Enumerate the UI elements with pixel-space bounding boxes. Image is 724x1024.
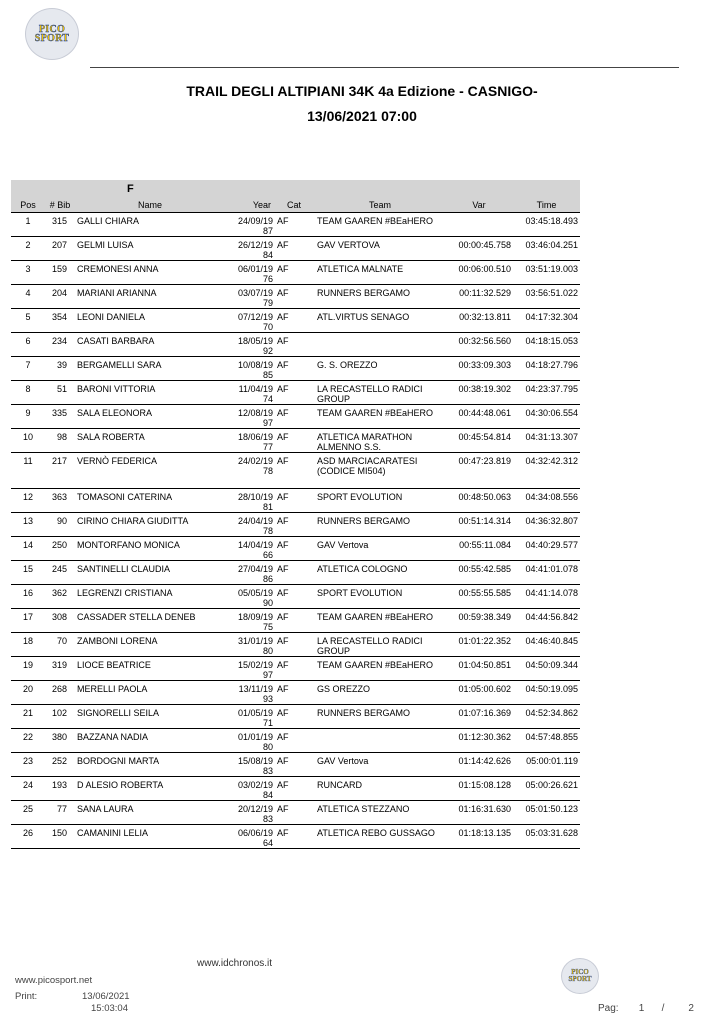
cell-year: 07/12/19 70: [225, 309, 273, 333]
cell-year: 26/12/19 84: [225, 237, 273, 261]
cell-bib: 51: [45, 381, 75, 405]
cell-cat: AF: [273, 309, 315, 333]
table-row: [11, 753, 580, 777]
cell-time: 04:41:01.078: [513, 561, 580, 585]
cell-team: ASD MARCIACARATESI (CODICE MI504): [315, 453, 445, 489]
cell-pos: 2: [11, 237, 45, 261]
cell-time: 04:44:56.842: [513, 609, 580, 633]
col-header-cat: Cat: [273, 198, 315, 213]
cell-bib: 308: [45, 609, 75, 633]
cell-time: 04:36:32.807: [513, 513, 580, 537]
cell-team: LA RECASTELLO RADICI GROUP: [315, 381, 445, 405]
cell-pos: 6: [11, 333, 45, 357]
cell-time: 04:40:29.577: [513, 537, 580, 561]
cell-var: 00:59:38.349: [445, 609, 513, 633]
cell-name: SANA LAURA: [75, 801, 225, 825]
cell-year: 31/01/19 80: [225, 633, 273, 657]
cell-time: 04:18:27.796: [513, 357, 580, 381]
cell-var: 00:55:55.585: [445, 585, 513, 609]
cell-cat: AF: [273, 585, 315, 609]
cell-pos: 20: [11, 681, 45, 705]
table-row: [11, 609, 580, 633]
cell-pos: 5: [11, 309, 45, 333]
cell-pos: 16: [11, 585, 45, 609]
cell-name: LIOCE BEATRICE: [75, 657, 225, 681]
cell-time: 03:51:19.003: [513, 261, 580, 285]
col-header-time: Time: [513, 198, 580, 213]
table-header-row: [11, 198, 580, 213]
cell-pos: 7: [11, 357, 45, 381]
col-header-team: Team: [315, 198, 445, 213]
cell-var: 00:32:56.560: [445, 333, 513, 357]
cell-name: VERNÒ FEDERICA: [75, 453, 225, 489]
cell-name: GELMI LUISA: [75, 237, 225, 261]
cell-team: G. S. OREZZO: [315, 357, 445, 381]
cell-cat: AF: [273, 777, 315, 801]
page-indicator: [598, 1003, 694, 1014]
cell-bib: 150: [45, 825, 75, 849]
print-date: 13/06/2021: [82, 991, 130, 1002]
table-row: [11, 705, 580, 729]
cell-year: 24/02/19 78: [225, 453, 273, 489]
cell-year: 01/05/19 71: [225, 705, 273, 729]
cell-team: SPORT EVOLUTION: [315, 585, 445, 609]
cell-bib: 268: [45, 681, 75, 705]
cell-team: GAV VERTOVA: [315, 237, 445, 261]
cell-year: 28/10/19 81: [225, 489, 273, 513]
page-label: Pag:: [598, 1003, 619, 1014]
table-row: [11, 309, 580, 333]
cell-team: ATL.VIRTUS SENAGO: [315, 309, 445, 333]
cell-name: BAZZANA NADIA: [75, 729, 225, 753]
cell-cat: AF: [273, 237, 315, 261]
cell-pos: 9: [11, 405, 45, 429]
cell-pos: 15: [11, 561, 45, 585]
cell-team: [315, 729, 445, 753]
logo-small-text-line2: SPORT: [568, 975, 592, 983]
cell-var: 00:55:42.585: [445, 561, 513, 585]
cell-cat: AF: [273, 381, 315, 405]
cell-year: 24/04/19 78: [225, 513, 273, 537]
cell-bib: 217: [45, 453, 75, 489]
picosport-logo: [25, 8, 79, 60]
cell-cat: AF: [273, 429, 315, 453]
picosport-logo-small: [561, 958, 599, 994]
logo-text-line2: SPORT: [34, 33, 70, 44]
col-header-bib: # Bib: [45, 198, 75, 213]
cell-cat: AF: [273, 705, 315, 729]
cell-cat: AF: [273, 333, 315, 357]
cell-bib: 207: [45, 237, 75, 261]
cell-bib: 204: [45, 285, 75, 309]
cell-time: 05:00:26.621: [513, 777, 580, 801]
cell-pos: 10: [11, 429, 45, 453]
cell-year: 24/09/19 87: [225, 213, 273, 237]
cell-name: GALLI CHIARA: [75, 213, 225, 237]
cell-pos: 19: [11, 657, 45, 681]
table-row: [11, 633, 580, 657]
table-row: [11, 261, 580, 285]
cell-name: CREMONESI ANNA: [75, 261, 225, 285]
table-row: [11, 537, 580, 561]
cell-year: 05/05/19 90: [225, 585, 273, 609]
table-row: [11, 777, 580, 801]
cell-year: 06/06/19 64: [225, 825, 273, 849]
cell-var: 00:51:14.314: [445, 513, 513, 537]
cell-time: 04:57:48.855: [513, 729, 580, 753]
cell-pos: 21: [11, 705, 45, 729]
table-row: [11, 801, 580, 825]
table-row: [11, 729, 580, 753]
cell-time: 04:34:08.556: [513, 489, 580, 513]
cell-pos: 23: [11, 753, 45, 777]
cell-year: 20/12/19 83: [225, 801, 273, 825]
header-divider: [90, 67, 679, 68]
cell-bib: 354: [45, 309, 75, 333]
col-header-year: Year: [225, 198, 273, 213]
table-row: [11, 489, 580, 513]
cell-var: 01:12:30.362: [445, 729, 513, 753]
cell-pos: 25: [11, 801, 45, 825]
cell-team: TEAM GAAREN #BEaHERO: [315, 657, 445, 681]
cell-name: BERGAMELLI SARA: [75, 357, 225, 381]
cell-name: CIRINO CHIARA GIUDITTA: [75, 513, 225, 537]
table-row: [11, 453, 580, 489]
cell-var: 00:48:50.063: [445, 489, 513, 513]
cell-time: 04:52:34.862: [513, 705, 580, 729]
cell-var: 01:07:16.369: [445, 705, 513, 729]
cell-cat: AF: [273, 453, 315, 489]
cell-year: 15/02/19 97: [225, 657, 273, 681]
cell-year: 14/04/19 66: [225, 537, 273, 561]
cell-pos: 26: [11, 825, 45, 849]
cell-pos: 18: [11, 633, 45, 657]
cell-pos: 13: [11, 513, 45, 537]
cell-team: ATLETICA STEZZANO: [315, 801, 445, 825]
cell-var: 00:47:23.819: [445, 453, 513, 489]
print-time: 15:03:04: [91, 1003, 128, 1014]
cell-team: GAV Vertova: [315, 537, 445, 561]
cell-time: 04:50:09.344: [513, 657, 580, 681]
cell-name: BORDOGNI MARTA: [75, 753, 225, 777]
cell-year: 27/04/19 86: [225, 561, 273, 585]
cell-year: 11/04/19 74: [225, 381, 273, 405]
cell-name: CASSADER STELLA DENEB: [75, 609, 225, 633]
cell-cat: AF: [273, 261, 315, 285]
cell-pos: 1: [11, 213, 45, 237]
cell-pos: 3: [11, 261, 45, 285]
col-header-pos: Pos: [11, 198, 45, 213]
cell-team: ATLETICA COLOGNO: [315, 561, 445, 585]
cell-name: TOMASONI CATERINA: [75, 489, 225, 513]
cell-var: 00:45:54.814: [445, 429, 513, 453]
cell-pos: 14: [11, 537, 45, 561]
category-group-row: [11, 180, 580, 198]
cell-team: LA RECASTELLO RADICI GROUP: [315, 633, 445, 657]
cell-pos: 17: [11, 609, 45, 633]
race-title: TRAIL DEGLI ALTIPIANI 34K 4a Edizione - CASNIGO-: [186, 83, 538, 99]
cell-team: RUNNERS BERGAMO: [315, 705, 445, 729]
logo-badge: [25, 8, 79, 60]
cell-var: 01:18:13.135: [445, 825, 513, 849]
cell-team: RUNNERS BERGAMO: [315, 285, 445, 309]
cell-year: 15/08/19 83: [225, 753, 273, 777]
cell-pos: 22: [11, 729, 45, 753]
cell-bib: 98: [45, 429, 75, 453]
cell-bib: 362: [45, 585, 75, 609]
cell-pos: 24: [11, 777, 45, 801]
cell-cat: AF: [273, 357, 315, 381]
table-row: [11, 657, 580, 681]
table-row: [11, 213, 580, 237]
cell-bib: 363: [45, 489, 75, 513]
cell-pos: 8: [11, 381, 45, 405]
cell-var: 01:05:00.602: [445, 681, 513, 705]
cell-time: 04:31:13.307: [513, 429, 580, 453]
col-header-var: Var: [445, 198, 513, 213]
cell-cat: AF: [273, 753, 315, 777]
cell-team: TEAM GAAREN #BEaHERO: [315, 609, 445, 633]
cell-name: CASATI BARBARA: [75, 333, 225, 357]
cell-team: ATLETICA MARATHON ALMENNO S.S.: [315, 429, 445, 453]
cell-team: TEAM GAAREN #BEaHERO: [315, 405, 445, 429]
cell-time: 04:23:37.795: [513, 381, 580, 405]
cell-var: 00:32:13.811: [445, 309, 513, 333]
cell-bib: 250: [45, 537, 75, 561]
logo-text-line1: PICO: [38, 24, 66, 35]
cell-time: 03:46:04.251: [513, 237, 580, 261]
cell-year: 06/01/19 76: [225, 261, 273, 285]
cell-team: ATLETICA MALNATE: [315, 261, 445, 285]
cell-time: 04:32:42.312: [513, 453, 580, 489]
table-row: [11, 333, 580, 357]
cell-team: SPORT EVOLUTION: [315, 489, 445, 513]
table-row: [11, 561, 580, 585]
cell-cat: AF: [273, 561, 315, 585]
cell-cat: AF: [273, 657, 315, 681]
cell-cat: AF: [273, 489, 315, 513]
cell-time: 04:18:15.053: [513, 333, 580, 357]
cell-var: 01:16:31.630: [445, 801, 513, 825]
cell-cat: AF: [273, 513, 315, 537]
print-label: Print:: [15, 991, 38, 1002]
table-row: [11, 585, 580, 609]
cell-time: 04:46:40.845: [513, 633, 580, 657]
cell-var: 00:38:19.302: [445, 381, 513, 405]
timing-url: www.idchronos.it: [197, 958, 273, 969]
cell-name: LEONI DANIELA: [75, 309, 225, 333]
cell-bib: 39: [45, 357, 75, 381]
cell-year: 12/08/19 97: [225, 405, 273, 429]
cell-cat: AF: [273, 633, 315, 657]
cell-var: 00:06:00.510: [445, 261, 513, 285]
cell-var: 00:33:09.303: [445, 357, 513, 381]
cell-name: LEGRENZI CRISTIANA: [75, 585, 225, 609]
table-row: [11, 681, 580, 705]
page-current: 1: [638, 1003, 645, 1014]
page-separator: /: [661, 1003, 665, 1014]
cell-bib: 70: [45, 633, 75, 657]
cell-team: GAV Vertova: [315, 753, 445, 777]
cell-bib: 77: [45, 801, 75, 825]
cell-year: 18/06/19 77: [225, 429, 273, 453]
col-header-name: Name: [75, 198, 225, 213]
cell-year: 03/07/19 79: [225, 285, 273, 309]
cell-pos: 12: [11, 489, 45, 513]
cell-year: 18/09/19 75: [225, 609, 273, 633]
cell-bib: 252: [45, 753, 75, 777]
cell-time: 05:01:50.123: [513, 801, 580, 825]
cell-var: 01:15:08.128: [445, 777, 513, 801]
cell-var: 00:55:11.084: [445, 537, 513, 561]
cell-team: RUNCARD: [315, 777, 445, 801]
logo-badge-small: [561, 958, 599, 994]
table-row: [11, 237, 580, 261]
cell-var: 00:00:45.758: [445, 237, 513, 261]
cell-time: 03:45:18.493: [513, 213, 580, 237]
table-row: [11, 405, 580, 429]
cell-year: 03/02/19 84: [225, 777, 273, 801]
cell-year: 10/08/19 85: [225, 357, 273, 381]
table-row: [11, 285, 580, 309]
table-row: [11, 513, 580, 537]
cell-name: SALA ROBERTA: [75, 429, 225, 453]
cell-name: ZAMBONI LORENA: [75, 633, 225, 657]
cell-cat: AF: [273, 609, 315, 633]
cell-team: ATLETICA REBO GUSSAGO: [315, 825, 445, 849]
table-row: [11, 429, 580, 453]
cell-time: 04:17:32.304: [513, 309, 580, 333]
cell-name: SANTINELLI CLAUDIA: [75, 561, 225, 585]
cell-name: BARONI VITTORIA: [75, 381, 225, 405]
organizer-site: www.picosport.net: [15, 975, 93, 986]
cell-cat: AF: [273, 405, 315, 429]
cell-name: MARIANI ARIANNA: [75, 285, 225, 309]
cell-cat: AF: [273, 825, 315, 849]
cell-bib: 90: [45, 513, 75, 537]
cell-bib: 335: [45, 405, 75, 429]
race-datetime: 13/06/2021 07:00: [307, 108, 417, 124]
cell-cat: AF: [273, 681, 315, 705]
cell-time: 04:50:19.095: [513, 681, 580, 705]
cell-time: 04:30:06.554: [513, 405, 580, 429]
cell-bib: 315: [45, 213, 75, 237]
cell-team: RUNNERS BERGAMO: [315, 513, 445, 537]
cell-var: 00:11:32.529: [445, 285, 513, 309]
cell-name: MERELLI PAOLA: [75, 681, 225, 705]
cell-cat: AF: [273, 801, 315, 825]
cell-time: 04:41:14.078: [513, 585, 580, 609]
cell-cat: AF: [273, 285, 315, 309]
cell-pos: 4: [11, 285, 45, 309]
cell-cat: AF: [273, 729, 315, 753]
cell-time: 05:00:01.119: [513, 753, 580, 777]
cell-name: MONTORFANO MONICA: [75, 537, 225, 561]
cell-pos: 11: [11, 453, 45, 489]
cell-var: 01:04:50.851: [445, 657, 513, 681]
page-total: 2: [688, 1003, 694, 1014]
cell-time: 03:56:51.022: [513, 285, 580, 309]
category-label: F: [75, 180, 225, 198]
cell-bib: 380: [45, 729, 75, 753]
cell-team: GS OREZZO: [315, 681, 445, 705]
cell-bib: 102: [45, 705, 75, 729]
cell-team: TEAM GAAREN #BEaHERO: [315, 213, 445, 237]
cell-bib: 159: [45, 261, 75, 285]
cell-name: SALA ELEONORA: [75, 405, 225, 429]
logo-small-text-line1: PICO: [571, 968, 589, 976]
cell-year: 01/01/19 80: [225, 729, 273, 753]
cell-name: SIGNORELLI SEILA: [75, 705, 225, 729]
table-row: [11, 381, 580, 405]
cell-bib: 245: [45, 561, 75, 585]
cell-var: 00:44:48.061: [445, 405, 513, 429]
cell-cat: AF: [273, 213, 315, 237]
cell-cat: AF: [273, 537, 315, 561]
cell-name: CAMANINI LELIA: [75, 825, 225, 849]
cell-var: [445, 213, 513, 237]
table-row: [11, 825, 580, 849]
cell-bib: 234: [45, 333, 75, 357]
cell-name: D ALESIO ROBERTA: [75, 777, 225, 801]
results-table: [11, 180, 580, 849]
table-row: [11, 357, 580, 381]
cell-var: 01:01:22.352: [445, 633, 513, 657]
cell-year: 13/11/19 93: [225, 681, 273, 705]
cell-year: 18/05/19 92: [225, 333, 273, 357]
cell-team: [315, 333, 445, 357]
cell-var: 01:14:42.626: [445, 753, 513, 777]
cell-bib: 319: [45, 657, 75, 681]
cell-bib: 193: [45, 777, 75, 801]
cell-time: 05:03:31.628: [513, 825, 580, 849]
